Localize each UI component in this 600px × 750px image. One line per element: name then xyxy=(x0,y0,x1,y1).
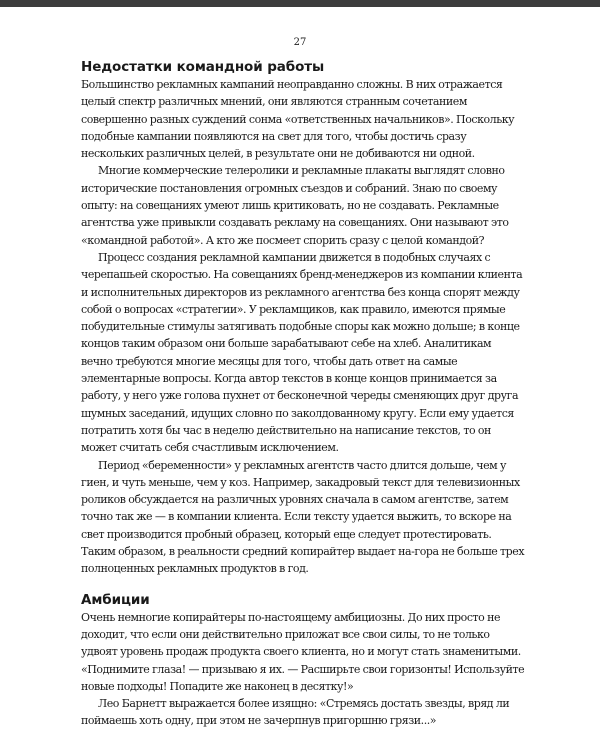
paragraph: Период «беременности» у рекламных агентств часто длится дольше, чем у гиен, и чуть меньше, чем у коз. Например, закадровый текст для телевизионных роликов обсуждается на различных уровнях сначала в самом агентстве, затем точно так же — в компании клиента. Если тексту удается выжить, то вскоре на свет производится пробный образец, который еще следует протестировать. Таким образом, в реальности средний копирайтер выдает на-гора не больше трех полноценных рекламных продуктов в год. xyxy=(81,458,525,576)
paragraph: Очень немногие копирайтеры по-настоящему амбициозны. До них просто не доходит, что если они действительно приложат все свои силы, то не только удвоят уровень продаж продукта своего клиента, но и могут стать знаменитыми. «Поднимите глаза! — призываю я их. — Расширьте свои горизонты! Используйте новые подходы! Попадите же наконец в десятку!» xyxy=(81,610,525,693)
page-content xyxy=(81,58,525,730)
section-heading-teamwork: Недостатки командной работы xyxy=(81,59,325,75)
paragraph: Процесс создания рекламной кампании движется в подобных случаях с черепашьей скоростью. На совещаниях бренд-менеджеров из компании клиента и исполнительных директоров из рекламного агентства без конца спорят между собой о вопросах «стратегии». У рекламщиков, как правило, имеются прямые побудительные стимулы затягивать подобные споры как можно дольше; в конце концов таким образом они больше зарабатывают себе на хлеб. Аналитикам вечно требуются многие месяцы для того, чтобы дать ответ на самые элементарные вопросы. Когда автор текстов в конце концов принимается за работу, у него уже голова пухнет от бесконечной череды сменяющих друг друга шумных заседаний, идущих словно по заколдованному кругу. Если ему удается потратить хотя бы час в неделю действительно на написание текстов, то он может считать себя счастливым исключением. xyxy=(81,250,523,455)
page-top-border xyxy=(0,0,600,7)
paragraph: Лео Барнетт выражается более изящно: «Стремясь достать звезды, вряд ли поймаешь хоть одну, при этом не зачерпнув пригоршню грязи...» xyxy=(81,697,510,728)
section-heading-ambitions: Амбиции xyxy=(81,591,150,608)
page-number: 27 xyxy=(293,37,307,48)
paragraph: Многие коммерческие телеролики и рекламные плакаты выглядят словно исторические постановления огромных съездов и собраний. Знаю по своему опыту: на совещаниях умеют лишь критиковать, но не создавать. Рекламные агентства уже привыкли создавать рекламу на совещаниях. Они называют это «командной работой». А кто же посмеет спорить сразу с целой командой? xyxy=(81,164,509,247)
paragraph: Большинство рекламных кампаний неоправданно сложны. В них отражается целый спектр различных мнений, они являются странным сочетанием совершенно разных суждений сонма «ответственных начальников». Поскольку подобные кампании появляются на свет для того, чтобы достичь сразу нескольких различных целей, в результате они не добиваются ни одной. xyxy=(81,78,515,161)
